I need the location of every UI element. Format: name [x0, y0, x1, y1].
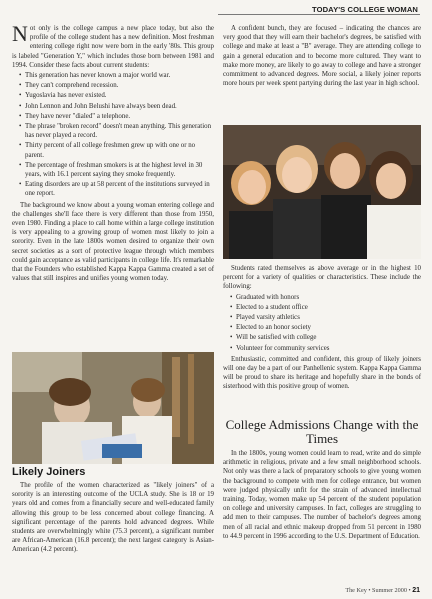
list-item: • This generation has never known a major world war.	[20, 71, 214, 80]
right-column-top	[223, 24, 421, 88]
background-paragraph: The background we know about a young woman entering college and the challenges she'll face there is very different than those from 1950, even 1980. Finding a place to call home within a large college institution is very appealing to a growing group of women most likely to join a sorority. Even in the late 1800s women desired to organize their own secret societies as a sort of protective league through which members could gain acceptance as valid participants in college life. It's remarkable that the Founders who established Kappa Kappa Gamma created a set of values that still inspires and unifies young women today.	[12, 201, 214, 283]
list-item: • They can't comprehend recession.	[20, 81, 214, 90]
list-item: • They have never "dialed" a telephone.	[20, 112, 214, 121]
facts-list	[12, 71, 214, 199]
qualities-list	[223, 293, 421, 353]
students-studying-photo	[12, 352, 214, 464]
list-item: • Elected to a student office	[231, 303, 421, 312]
likely-joiners-heading: Likely Joiners	[12, 466, 86, 478]
joiners-paragraph: The profile of the women characterized as "likely joiners" of a sorority is an interesting outcome of the UCLA study. She is 18 or 19 years old and comes from a financially secure and well-educated family allowing this group to be less concerned about college financing. A significant percentage of the parents hold advanced degrees. While students are overwhelmingly white (75.3 percent), a significant number are African-American (16.8 percent); the next largest category is Asian-American (4.2 percent).	[12, 482, 214, 554]
right-column-bottom	[223, 449, 421, 541]
list-item: • Volunteer for community services	[231, 344, 421, 353]
header-rule	[218, 14, 420, 15]
list-item: • Played varsity athletics	[231, 313, 421, 322]
list-item: • Elected to an honor society	[231, 323, 421, 332]
enthusiastic-paragraph: Enthusiastic, committed and confident, this group of likely joiners will one day be a part of our Panhellenic system. Kappa Kappa Gamma will be proud to share its heritage and hopefully share in the bonds of sisterhood with this positive group of women.	[223, 355, 421, 391]
four-women-photo-image	[223, 125, 421, 259]
list-item: • Thirty percent of all college freshmen grew up with one or no parent.	[20, 141, 214, 159]
footer-text: The Key • Summer 2000 •	[345, 587, 411, 594]
list-item: • Eating disorders are up at 58 percent of the institutions surveyed in one report.	[20, 180, 214, 198]
page-number: 21	[412, 587, 420, 594]
left-column	[12, 21, 214, 283]
list-item: • Graduated with honors	[231, 293, 421, 302]
list-item: • The phrase "broken record" doesn't mean anything. This generation has never played a record.	[20, 122, 214, 140]
rated-paragraph: Students rated themselves as above average or in the highest 10 percent for a variety of qualities or characteristics. These include the following:	[223, 265, 421, 291]
section-header: TODAY'S COLLEGE WOMAN	[311, 5, 418, 14]
joiners-column	[12, 481, 214, 555]
list-item: • Yugoslavia has never existed.	[20, 91, 214, 100]
confident-paragraph: A confident bunch, they are focused – indicating the chances are very good that they will earn their bachelor's degrees, be satisfied with college and make at least a "B" average. They are attending college to gain a general education and to become more cultured. They want to make more money, are likely to go away to college and have a stronger commitment to advanced degrees. More social, a likely joiner reports more hours per week spent partying during the last year in high school.	[223, 25, 421, 88]
right-column-middle	[223, 264, 421, 392]
admissions-paragraph: In the 1800s, young women could learn to read, write and do simple arithmetic in religious, private and a few small neighborhood schools. Not only was there a lack of preparatory schools to give young women the background to compete with men for college entrance, but women were judged physically unfit for the strain of advanced intellectual training. Today, women make up 54 percent of the student population on college and university campuses. In fact, colleges are struggling to add men to their campuses. The number of bachelor's degrees among men of all racial and ethnic makeup dropped from 51 percent in 1980 to 44.9 percent in 1996 according to the U.S. Department of Education.	[223, 450, 421, 540]
intro-paragraph: Not only is the college campus a new place today, but also the profile of the college student has a new definition. Most freshman entering college right now were born in the early '80s. This group is labeled "Generation Y," which includes those born between 1981 and 1994. Consider these facts about current students:	[12, 21, 214, 69]
list-item: • Will be satisfied with college	[231, 333, 421, 342]
list-item: • John Lennon and John Belushi have always been dead.	[20, 102, 214, 111]
studying-photo-image	[12, 352, 214, 464]
page-footer	[345, 587, 420, 594]
four-women-photo	[223, 125, 421, 259]
drop-cap: N	[12, 21, 28, 46]
admissions-heading: College Admissions Change with the Times	[225, 417, 419, 446]
list-item: • The percentage of freshman smokers is at the highest level in 30 years, with 16.1 percent saying they smoke frequently.	[20, 161, 214, 179]
